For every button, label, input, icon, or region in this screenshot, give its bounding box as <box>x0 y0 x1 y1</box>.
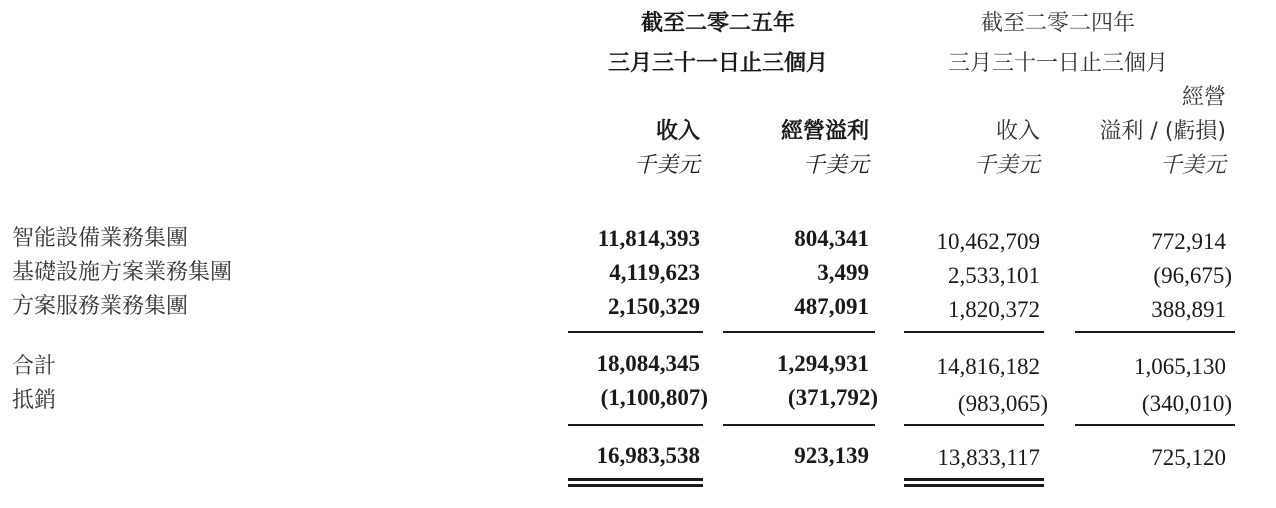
cell-profit-2025: (371,792) <box>787 385 878 410</box>
subtotal-rule <box>1075 331 1235 333</box>
period-2025-heading-line2: 三月三十一日止三個月 <box>607 51 828 76</box>
cell-revenue-2025: (1,100,807) <box>600 385 708 410</box>
cell-profit-2024: 388,891 <box>1151 297 1226 322</box>
row-label-solutions-services: 方案服務業務集團 <box>12 294 189 319</box>
cell-profit-2025: 487,091 <box>794 294 869 319</box>
unit-col4: 千美元 <box>1159 153 1226 178</box>
cell-profit-2025: 1,294,931 <box>777 351 869 376</box>
cell-profit-2025: 804,341 <box>794 226 869 251</box>
cell-revenue-2024: (983,065) <box>957 391 1048 416</box>
cell-profit-2025: 3,499 <box>817 260 869 285</box>
cell-revenue-2024: 13,833,117 <box>937 445 1040 470</box>
cell-profit-2024: 1,065,130 <box>1134 354 1226 379</box>
cell-profit-2024: 725,120 <box>1151 445 1226 470</box>
cell-revenue-2024: 14,816,182 <box>936 354 1040 379</box>
row-label-elimination: 抵銷 <box>12 388 57 413</box>
col-revenue-2024-title: 收入 <box>995 119 1040 144</box>
double-underline <box>568 478 703 487</box>
cell-profit-2025: 923,139 <box>794 443 869 468</box>
row-label-smart-devices: 智能設備業務集團 <box>12 226 189 251</box>
cell-revenue-2025: 4,119,623 <box>609 260 700 285</box>
col-profit-2025-title: 經營溢利 <box>780 119 869 144</box>
col-profit-2024-title-line2: 溢利 / (虧損) <box>1099 119 1226 144</box>
grand-total-rule <box>904 424 1044 426</box>
cell-revenue-2025: 2,150,329 <box>608 294 700 319</box>
unit-col1: 千美元 <box>633 153 700 178</box>
cell-revenue-2025: 16,983,538 <box>596 443 700 468</box>
double-underline <box>904 478 1044 487</box>
unit-col2: 千美元 <box>802 153 869 178</box>
cell-revenue-2024: 2,533,101 <box>948 263 1040 288</box>
cell-revenue-2024: 1,820,372 <box>948 297 1040 322</box>
subtotal-rule <box>568 331 703 333</box>
period-2024-heading-line1: 截至二零二四年 <box>980 11 1135 36</box>
col-revenue-2025-title: 收入 <box>655 119 700 144</box>
cell-profit-2024: (96,675) <box>1153 263 1232 288</box>
cell-revenue-2025: 11,814,393 <box>597 226 700 251</box>
cell-revenue-2025: 18,084,345 <box>596 351 700 376</box>
col-profit-2024-title-line1: 經營 <box>1181 85 1226 110</box>
subtotal-rule <box>904 331 1044 333</box>
subtotal-rule <box>723 331 875 333</box>
row-label-infrastructure: 基礎設施方案業務集團 <box>12 260 233 285</box>
grand-total-rule <box>723 424 875 426</box>
unit-col3: 千美元 <box>973 153 1040 178</box>
grand-total-rule <box>1075 424 1235 426</box>
cell-revenue-2024: 10,462,709 <box>936 229 1040 254</box>
cell-profit-2024: 772,914 <box>1151 229 1226 254</box>
cell-profit-2024: (340,010) <box>1141 391 1232 416</box>
row-label-total: 合計 <box>12 354 57 379</box>
grand-total-rule <box>568 424 703 426</box>
period-2024-heading-line2: 三月三十一日止三個月 <box>947 51 1168 76</box>
period-2025-heading-line1: 截至二零二五年 <box>640 11 795 36</box>
